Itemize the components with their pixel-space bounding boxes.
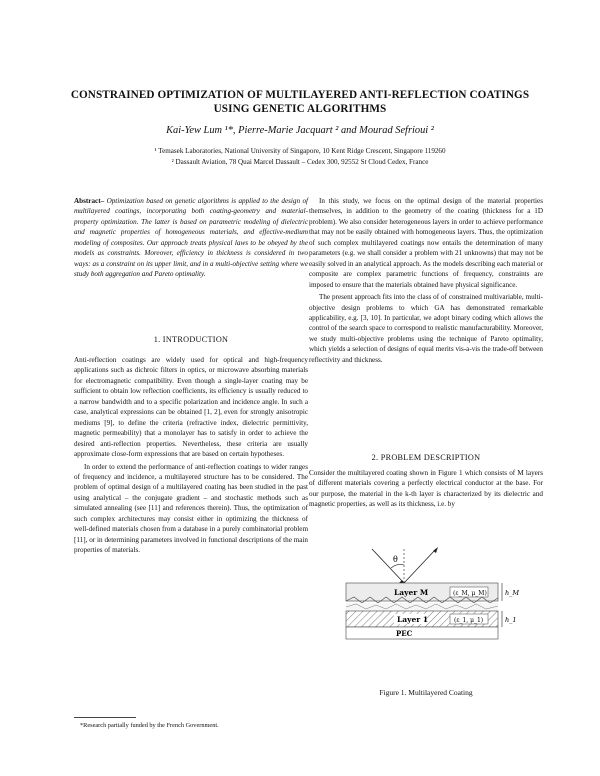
theta-arc	[391, 564, 404, 568]
intro-paragraph-1: Anti-reflection coatings are widely used for optical and high-frequency applications such as dichroic filters in optics, or microwave absorbing materials for electromagnetic compatibility. Even though a single-layer coating may be sufficient to obtain low reflection coefficients, its efficiency is usually reduced to a narrow bandwidth and to a specific polarization and incidence angle. In such a case, analytical expressions can be obtained [1, 2], even for strongly anisotropic mediums [9], to define the criteria (refractive index, dielectric permittivity, magnetic permeability) that a monolayer has to satisfy in order to achieve the desired anti-reflection properties. Nevertheless, these criteria are usually approximate close-form expressions that are based on certain hypotheses.	[74, 356, 308, 459]
abstract	[74, 196, 308, 280]
theta-label: θ	[393, 555, 398, 564]
layer-m-params: (ε_M, μ_M)	[453, 590, 487, 597]
right-paragraph-1: In this study, we focus on the optimal design of the material properties themselves, in addition to the geometry of the coating (thickness for a 1D problem). We also consider heterogeneous layers in order to achieve performance that may not be easily obtained with homogeneous layers. Thus, the optimization of such complex multilayered coatings now entails the determination of many parameters (e.g. we shall consider a problem with 21 unknowns) that may not be easily solved in an analytical approach. As the models describing each material or composite are complex parametric functions of frequency, constraints are imposed to ensure that the materials obtained have physical significance.	[309, 197, 543, 289]
intro-heading: 1. INTRODUCTION	[153, 335, 229, 344]
right-paragraph-2: The present approach fits into the class of of constrained multivariable, multi-objective design problems to which GA has demonstrated remarkable applicability, e.g. [3, 10]. In particular, we adopt binary coding which allows the control of the search space to correspond to realistic manufacturability. Moreover, we study multi-objective problems using the technique of Pareto optimality, which yields a selection of designs of equal merits vis-a-vis the trade-off between reflectivity and thickness.	[309, 293, 544, 364]
incident-ray	[372, 549, 404, 583]
title-line-2: USING GENETIC ALGORITHMS	[213, 103, 387, 115]
intro-paragraph-2: In order to extend the performance of anti-reflection coatings to wider ranges of frequency and incidence, a multilayered structure has to be considered. The problem of optimal design of a multilayered coating has been studied in the past using analytical – the conjugate gradient – and stochastic methods such as simulated annealing (see [11] and references therein). Thus, the optimization of such complex architectures may consist either in optimizing the thickness of well-defined materials chosen from a database in a purely combinatorial problem [11], or in determining parameters involved in functional descriptions of the main properties of materials.	[74, 462, 308, 555]
pec-base	[346, 627, 498, 639]
footnote-rule	[74, 717, 136, 718]
problem-paragraph-1: Consider the multilayered coating shown in Figure 1 which consists of M layers of different materials covering a perfectly electrical conductor at the base. For our purpose, the material in the k-th layer is characterized by its dielectric and magnetic properties, as well as its thickness, i.e. by	[309, 469, 543, 509]
affiliation-2: ² Dassault Aviation, 78 Quai Marcel Dassault – Cedex 300, 92552 St Cloud Cedex, France	[171, 158, 429, 166]
title-line-1: CONSTRAINED OPTIMIZATION OF MULTILAYERED ANTI-REFLECTION COATINGS	[70, 89, 530, 101]
layer-1-params: (ε_1, μ_1)	[454, 617, 484, 624]
right-body	[309, 196, 543, 365]
affiliation-1: ¹ Temasek Laboratories, National University of Singapore, 10 Kent Ridge Crescent, Singapore 119260	[154, 147, 446, 155]
paper-title	[60, 88, 540, 116]
h-m-label: h_M	[505, 589, 520, 597]
pec-label: PEC	[396, 629, 413, 638]
abstract-text: Optimization based on genetic algorithms is applied to the design of multilayered coatings, incorporating both coating-geometry and material-property optimization. The latter is based on parametric modeling of dielectric and magnetic properties of homogeneous materials, and effective-medium modeling of composites. Our approach treats physical laws to be obeyed by the models as constraints. Moreover, efficiency in thickness is considered in two ways: as a constraint on its upper limit, and in a multi-objective setting where we study both aggregation and Pareto optimality.	[74, 197, 308, 279]
problem-heading: 2. PROBLEM DESCRIPTION	[371, 453, 481, 462]
reflected-arrow-icon	[433, 547, 438, 553]
footnote: *Research partially funded by the French Government.	[80, 722, 219, 729]
layer-m-label: Layer M	[394, 588, 429, 597]
layer-1-label: Layer 1	[397, 615, 429, 624]
problem-body	[309, 468, 543, 510]
multilayer-coating-figure	[344, 545, 524, 653]
figure-caption: Figure 1. Multilayered Coating	[379, 688, 473, 697]
abstract-lead: Abstract–	[74, 197, 105, 205]
intro-body	[74, 355, 308, 556]
h-1-label: h_1	[505, 616, 517, 624]
author-list: Kai-Yew Lum ¹*, Pierre-Marie Jacquart ² and Mourad Sefrioui ²	[166, 125, 434, 136]
reflected-ray	[404, 549, 436, 583]
